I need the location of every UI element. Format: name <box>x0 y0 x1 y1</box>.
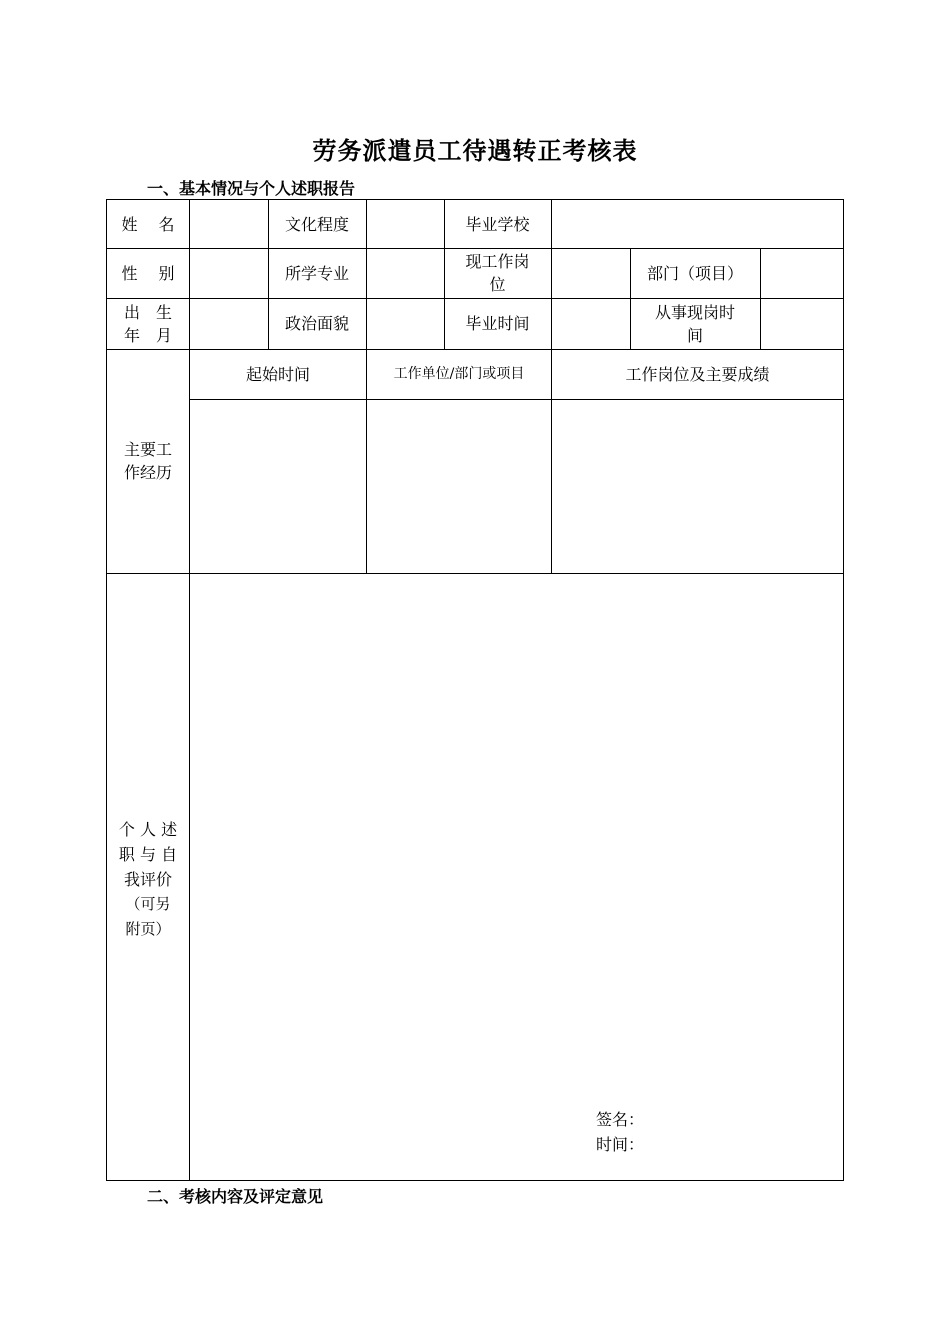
label-name: 姓 名 <box>121 214 175 234</box>
label-work-history <box>106 349 190 573</box>
field-self-evaluation[interactable] <box>190 574 843 1180</box>
section-heading-assessment: 二、考核内容及评定意见 <box>147 1187 324 1206</box>
label-current-position <box>444 248 551 298</box>
label-self-evaluation-line4: （可另 <box>125 895 171 913</box>
field-name[interactable] <box>190 199 268 249</box>
field-education[interactable] <box>367 199 444 249</box>
label-work-history-line2: 作经历 <box>123 463 172 482</box>
field-gender[interactable] <box>190 248 268 298</box>
label-self-evaluation-line5: 附页） <box>125 920 171 938</box>
field-major[interactable] <box>367 248 444 298</box>
table-border-bottom <box>106 1180 844 1181</box>
label-birth-date-line2: 年 月 <box>123 325 172 345</box>
field-tenure[interactable] <box>761 298 843 349</box>
header-work-unit: 工作单位/部门或项目 <box>393 365 525 382</box>
label-tenure <box>630 298 760 349</box>
label-work-history-line1: 主要工 <box>123 440 172 459</box>
field-start-time[interactable] <box>190 400 366 573</box>
table-border-right <box>843 199 844 1181</box>
label-self-evaluation-line3: 我评价 <box>123 870 172 889</box>
field-post-achievements[interactable] <box>552 400 843 573</box>
label-political-status: 政治面貌 <box>284 314 349 333</box>
label-department: 部门（项目） <box>646 263 743 283</box>
label-current-position-line2: 位 <box>489 275 506 294</box>
label-birth-date-line1: 出 生 <box>123 302 172 322</box>
label-self-evaluation-line2: 职 与 自 <box>118 845 178 864</box>
label-birth-date <box>106 298 190 349</box>
field-political-status[interactable] <box>367 298 444 349</box>
label-self-evaluation <box>106 573 190 1180</box>
field-current-position[interactable] <box>552 248 630 298</box>
header-start-time: 起始时间 <box>245 364 310 384</box>
label-gender: 性 别 <box>121 263 175 283</box>
label-self-evaluation-text <box>106 817 190 942</box>
label-current-position-line1: 现工作岗 <box>465 252 530 271</box>
label-education: 文化程度 <box>284 214 349 234</box>
field-school[interactable] <box>552 199 843 249</box>
section-heading-basic-info: 一、基本情况与个人述职报告 <box>147 179 356 198</box>
header-post-achievements: 工作岗位及主要成绩 <box>625 364 770 384</box>
field-birth-date[interactable] <box>190 298 268 349</box>
field-department[interactable] <box>761 248 843 298</box>
field-graduation-time[interactable] <box>552 298 630 349</box>
label-school: 毕业学校 <box>465 214 530 234</box>
signature-label: 签名： <box>596 1110 645 1129</box>
label-tenure-line1: 从事现岗时 <box>654 302 735 322</box>
label-graduation-time: 毕业时间 <box>465 314 530 333</box>
label-major: 所学专业 <box>284 263 349 283</box>
field-work-unit[interactable] <box>367 400 551 573</box>
label-tenure-line2: 间 <box>686 325 703 345</box>
date-label: 时间： <box>596 1135 645 1154</box>
page-title: 劳务派遣员工待遇转正考核表 <box>312 136 638 165</box>
label-self-evaluation-line1: 个 人 述 <box>118 820 178 839</box>
